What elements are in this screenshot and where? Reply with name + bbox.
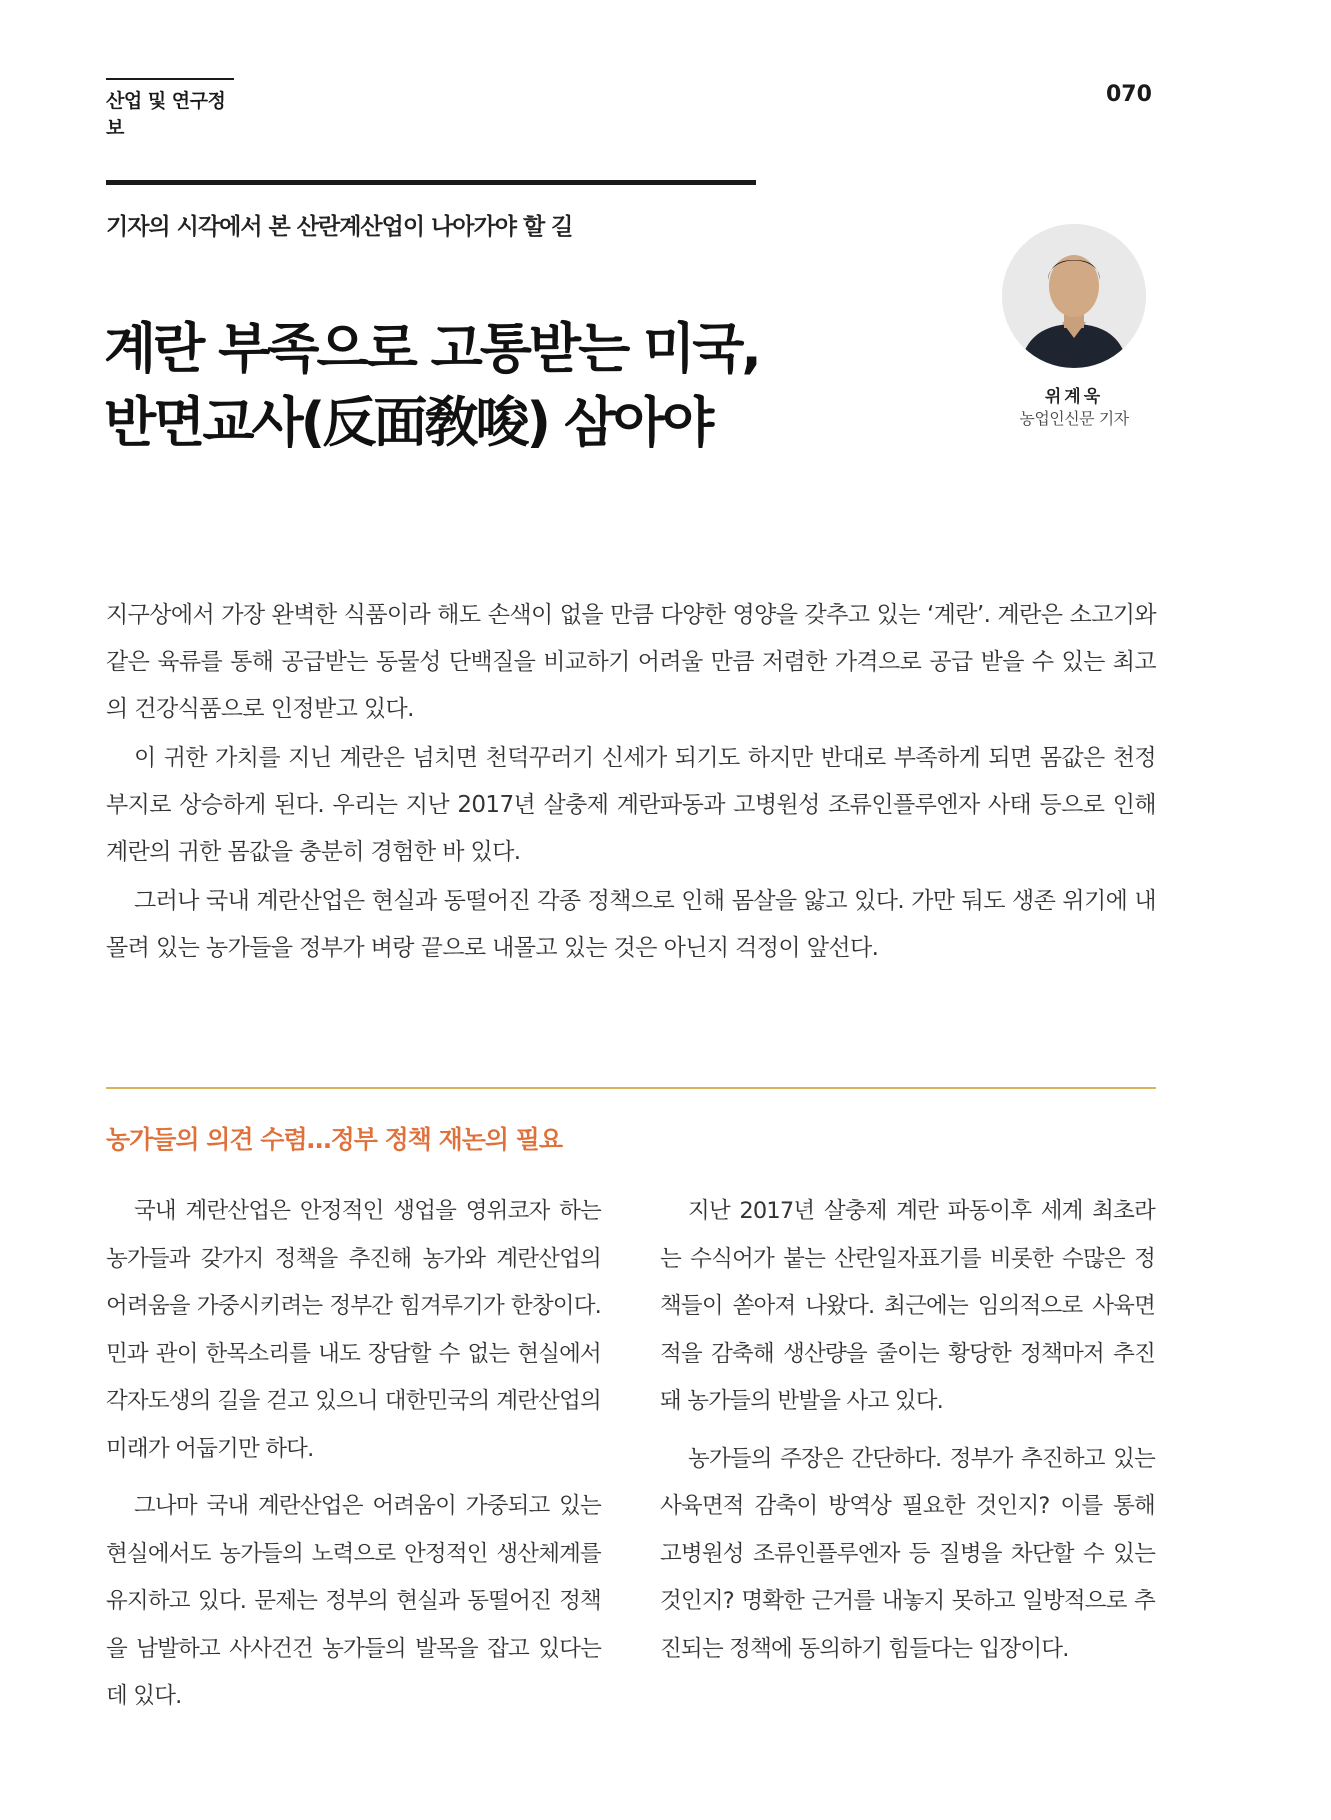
reporter-photo bbox=[1002, 224, 1146, 368]
body-paragraph: 국내 계란산업은 안정적인 생업을 영위코자 하는 농가들과 갖가지 정책을 추진해 농가와 계란산업의 어려움을 가중시키려는 정부간 힘겨루기가 한창이다. 민과 관이 한목소리를 내도 장담할 수 없는 현실에서 각자도생의 길을 걷고 있으니 대한민국의 계란산업의 미래가 어둡기만 하다. bbox=[106, 1198, 601, 1462]
top-divider bbox=[106, 180, 756, 185]
body-paragraph: 농가들의 주장은 간단하다. 정부가 추진하고 있는 사육면적 감축이 방역상 필요한 것인지? 이를 통해 고병원성 조류인플루엔자 등 질병을 차단할 수 있는 것인지? 명확한 근거를 내놓지 못하고 일방적으로 추진되는 정책에 동의하기 힘들다는 입장이다. bbox=[660, 1445, 1155, 1662]
lead-text bbox=[106, 592, 1156, 974]
body-column-left bbox=[106, 1188, 601, 1731]
article-title-line-1: 계란 부족으로 고통받는 미국, bbox=[104, 317, 759, 380]
article-title bbox=[104, 312, 804, 460]
reporter-affiliation: 농업인신문 기자 bbox=[1019, 409, 1129, 428]
lead-paragraph-1: 지구상에서 가장 완벽한 식품이라 해도 손색이 없을 만큼 다양한 영양을 갖추고 있는 ‘계란’. 계란은 소고기와 같은 육류를 통해 공급받는 동물성 단백질을 비교하기 어려울 만큼 저렴한 가격으로 공급 받을 수 있는 최고의 건강식품으로 인정받고 있다. bbox=[106, 602, 1156, 722]
lead-paragraph-3: 그러나 국내 계란산업은 현실과 동떨어진 각종 정책으로 인해 몸살을 앓고 있다. 가만 둬도 생존 위기에 내몰려 있는 농가들을 정부가 벼랑 끝으로 내몰고 있는 것은 아닌지 걱정이 앞선다. bbox=[106, 888, 1156, 961]
reporter-portrait-icon bbox=[1002, 224, 1146, 368]
lead-paragraph-2: 이 귀한 가치를 지닌 계란은 넘치면 천덕꾸러기 신세가 되기도 하지만 반대로 부족하게 되면 몸값은 천정부지로 상승하게 된다. 우리는 지난 2017년 살충제 계란파동과 고병원성 조류인플루엔자 사태 등으로 인해 계란의 귀한 몸값을 충분히 경험한 바 있다. bbox=[106, 745, 1156, 865]
section-label: 산업 및 연구정보 bbox=[106, 78, 234, 140]
body-paragraph: 그나마 국내 계란산업은 어려움이 가중되고 있는 현실에서도 농가들의 노력으로 안정적인 생산체계를 유지하고 있다. 문제는 정부의 현실과 동떨어진 정책을 남발하고 사사건건 농가들의 발목을 잡고 있다는 데 있다. bbox=[106, 1493, 601, 1709]
article-kicker: 기자의 시각에서 본 산란계산업이 나아가야 할 길 bbox=[106, 214, 573, 240]
article-title-line-2: 반면교사(反面敎唆) 삼아야 bbox=[104, 391, 712, 454]
body-paragraph: 지난 2017년 살충제 계란 파동이후 세계 최초라는 수식어가 붙는 산란일자표기를 비롯한 수많은 정책들이 쏟아져 나왔다. 최근에는 임의적으로 사육면적을 감축해 생산량을 줄이는 황당한 정책마저 추진돼 농가들의 반발을 사고 있다. bbox=[660, 1198, 1155, 1414]
body-column-right bbox=[660, 1188, 1155, 1683]
section-subheading: 농가들의 의견 수렴…정부 정책 재논의 필요 bbox=[106, 1125, 563, 1154]
section-divider bbox=[106, 1087, 1156, 1089]
reporter-name: 위계욱 bbox=[1044, 387, 1104, 407]
page-number: 070 bbox=[1106, 82, 1152, 107]
